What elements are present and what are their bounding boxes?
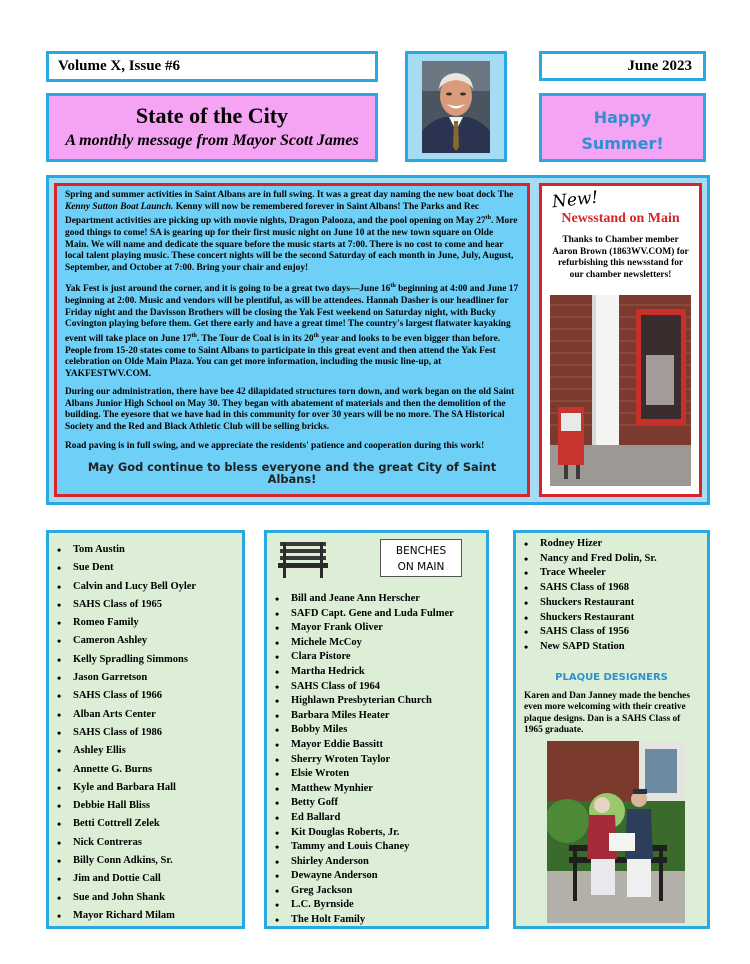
bench-donor-item: • Kelly Spradling Simmons xyxy=(49,651,242,669)
bench-donor-item: • Sherry Wroten Taylor xyxy=(267,753,486,768)
bench-donor-list-1 xyxy=(49,541,242,925)
bench-donor-item: • Barbara Miles Heater xyxy=(267,709,486,724)
bench-donor-item: • Jim and Dottie Call xyxy=(49,870,242,888)
bench-donor-item: • Clara Pistore xyxy=(267,650,486,665)
article-paragraph-2: Yak Fest is just around the corner, and it is going to be a great two days—June 16th beginning at 4:00 and June 17 beginning at 2:00. Music and vendors will be plentiful, as will be attendees. Hannah Dasher is our headliner for Friday night and the Davisson Brothers will be closing the Yak Fest weekend on Saturday night, with Bucky Covington playing before them. Get there early and have a great time! The country's largest flatwater kayaking event will take place on June 17th. The Tour de Coal is in its 20th year and looks to be even bigger than before. People from 15-20 states come to Saint Albans to participate in this great event and then attend the Yak Fest celebration on Olde Main Plaza. You can get more information, including the music line-up, at YAKFESTWV.COM. xyxy=(65,283,519,379)
article-paragraph-1: Spring and summer activities in Saint Albans are in full swing. It was a great day naming the new boat dock The Kenny Sutton Boat Launch. Kenny will now be remembered forever in Saint Albans! The Parks and Rec Department activities are picking up with movie nights, Dragon Palooza, and the pool opening on May 27th. More good things to come! SA is gearing up for their first music night on June 10 at the new town square on Olde Main. We will name and dedicate the square before the music starts at 7:00. There is no cost to come and hear local talent playing music. These concert nights will be the second Saturday of each month in June, July, August, September, and October at 7:00. Bring your chair and enjoy! xyxy=(65,190,518,273)
newsstand-panel xyxy=(539,183,702,497)
bench-donor-item: • Nancy and Fred Dolin, Sr. xyxy=(516,552,707,567)
bench-donor-item: • Billy Conn Adkins, Sr. xyxy=(49,852,242,870)
bench-donor-item: • Bobby Miles xyxy=(267,723,486,738)
bench-donor-item: • SAHS Class of 1986 xyxy=(49,724,242,742)
bench-donor-item: • Cameron Ashley xyxy=(49,632,242,650)
new-label: New! xyxy=(551,187,600,213)
bench-donor-item: • Mayor Richard Milam xyxy=(49,907,242,925)
bench-donor-item: • Tom Austin xyxy=(49,541,242,559)
bench-donor-item: • Mayor Eddie Bassitt xyxy=(267,738,486,753)
date-text: June 2023 xyxy=(627,58,692,74)
bench-donor-item: • Alban Arts Center xyxy=(49,706,242,724)
page-subtitle: A monthly message from Mayor Scott James xyxy=(65,132,359,149)
greeting-line-2: Summer! xyxy=(581,134,664,153)
bench-donor-item: • New SAPD Station xyxy=(516,640,707,655)
bench-donor-item: • SAFD Capt. Gene and Luda Fulmer xyxy=(267,607,486,622)
plaque-designers-text: Karen and Dan Janney made the benches even more welcoming with their creative plaque designs. Dan is a SAHS Class of 1965 graduate. xyxy=(524,690,690,736)
bench-donor-item: • Bill and Jeane Ann Herscher xyxy=(267,592,486,607)
issue-date xyxy=(539,51,706,81)
bench-donor-item: • SAHS Class of 1968 xyxy=(516,581,707,596)
bench-donor-list-3 xyxy=(516,537,707,655)
bench-icon xyxy=(277,540,329,580)
bench-donor-item: • Kyle and Barbara Hall xyxy=(49,779,242,797)
bench-donor-item: • Tammy and Louis Chaney xyxy=(267,840,486,855)
article-paragraph-3: During our administration, there have bee 42 dilapidated structures torn down, and work began on the old Saint Albans Junior High School on May 30. They began with abatement of materials and then the demolition of the building. The eyesore that we have had in this community for over 30 years will be no more. The SA Historical Society and the Red and Black Athletic Club will be selling bricks. xyxy=(65,387,515,433)
title-panel xyxy=(46,93,378,162)
volume-issue xyxy=(46,51,378,82)
couple-on-bench-photo xyxy=(547,741,685,923)
bench-donor-item: • SAHS Class of 1965 xyxy=(49,596,242,614)
bench-donor-item: • Matthew Mynhier xyxy=(267,782,486,797)
mayor-message-article xyxy=(54,183,530,497)
bench-donor-item: • Nick Contreras xyxy=(49,834,242,852)
greeting-line-1: Happy xyxy=(593,108,652,127)
benches-column-1 xyxy=(46,530,245,929)
bench-donor-item: • Annette G. Burns xyxy=(49,761,242,779)
bench-donor-item: • SAHS Class of 1956 xyxy=(516,625,707,640)
bench-donor-item: • L.C. Byrnside xyxy=(267,898,486,913)
newsstand-thanks: Thanks to Chamber member Aaron Brown (1863WV.COM) for refurbishing this newsstand for our chamber newsletters! xyxy=(552,235,689,280)
bench-donor-item: • Ashley Ellis xyxy=(49,742,242,760)
page-title: State of the City xyxy=(135,103,289,128)
bench-donor-item: • Jason Garretson xyxy=(49,669,242,687)
article-closing: May God continue to bless everyone and the great City of Saint Albans! xyxy=(87,460,497,486)
bench-donor-item: • Ed Ballard xyxy=(267,811,486,826)
bench-donor-item: • Michele McCoy xyxy=(267,636,486,651)
newsstand-heading: Newsstand on Main xyxy=(561,211,680,226)
bench-donor-item: • Rodney Hizer xyxy=(516,537,707,552)
bench-donor-item: • The Holt Family xyxy=(267,913,486,928)
newsstand-photo xyxy=(550,295,691,486)
bench-donor-item: • Elsie Wroten xyxy=(267,767,486,782)
plaque-designers-heading: PLAQUE DESIGNERS xyxy=(555,671,668,683)
bench-donor-item: • Martha Hedrick xyxy=(267,665,486,680)
bench-donor-item: • SAHS Class of 1964 xyxy=(267,680,486,695)
bench-donor-item: • Calvin and Lucy Bell Oyler xyxy=(49,578,242,596)
bench-donor-item: • Greg Jackson xyxy=(267,884,486,899)
bench-donor-item: • Shuckers Restaurant xyxy=(516,611,707,626)
bench-donor-item: • Shirley Anderson xyxy=(267,855,486,870)
bench-donor-item: • Betty Goff xyxy=(267,796,486,811)
bench-donor-item: • Kit Douglas Roberts, Jr. xyxy=(267,826,486,841)
bench-donor-item: • Highlawn Presbyterian Church xyxy=(267,694,486,709)
article-paragraph-4: Road paving is in full swing, and we appreciate the residents' patience and cooperation during this work! xyxy=(65,440,485,451)
bench-donor-list-2 xyxy=(267,592,486,928)
bench-donor-item: • Sue and John Shank xyxy=(49,889,242,907)
benches-column-2 xyxy=(264,530,489,929)
mayor-photo-frame xyxy=(405,51,507,162)
bench-donor-item: • Romeo Family xyxy=(49,614,242,632)
happy-summer-panel xyxy=(539,93,706,162)
bench-donor-item: • Trace Wheeler xyxy=(516,566,707,581)
bench-donor-item: • SAHS Class of 1966 xyxy=(49,687,242,705)
bench-donor-item: • Debbie Hall Bliss xyxy=(49,797,242,815)
bench-donor-item: • Dewayne Anderson xyxy=(267,869,486,884)
benches-on-main-label: BENCHES ON MAIN xyxy=(380,539,462,577)
bench-donor-item: • Shuckers Restaurant xyxy=(516,596,707,611)
bench-donor-item: • Betti Cottrell Zelek xyxy=(49,815,242,833)
volume-text: Volume X, Issue #6 xyxy=(58,58,180,74)
bench-donor-item: • Mayor Frank Oliver xyxy=(267,621,486,636)
bench-donor-item: • Sue Dent xyxy=(49,559,242,577)
mayor-portrait-image xyxy=(422,61,490,153)
benches-column-3 xyxy=(513,530,710,929)
